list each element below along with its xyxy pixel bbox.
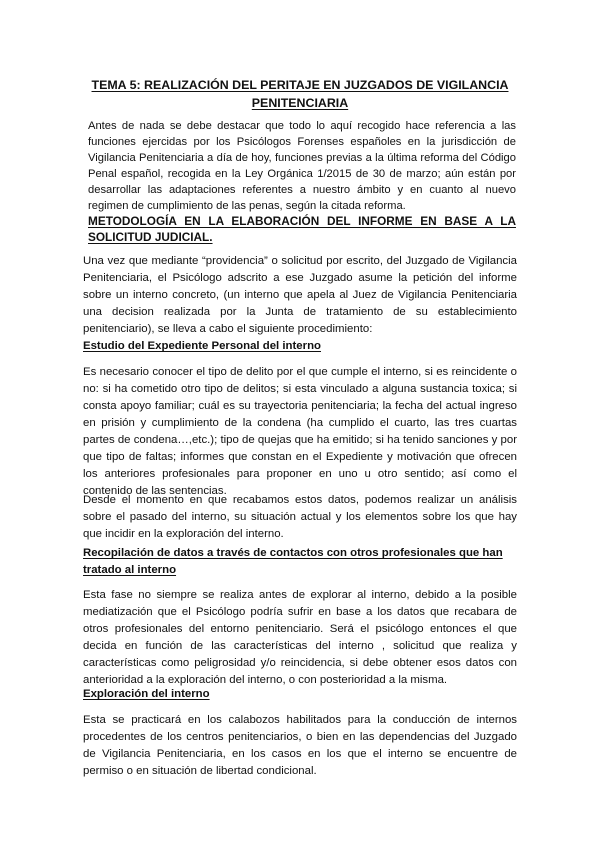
section-heading-expediente: Estudio del Expediente Personal del interno	[83, 340, 321, 352]
expediente-paragraph-2: Desde el momento en que recabamos estos datos, podemos realizar un análisis sobre el pasado del interno, su situación actual y los elementos sobre los que hay que incidir en la exploración del interno.	[83, 494, 517, 540]
expediente-paragraph-1: Es necesario conocer el tipo de delito por el que cumple el interno, si es reincidente o no: si ha cometido otro tipo de delitos; si esta vinculado a alguna sustancia toxica; si consta apoyo familiar; cuál es su trayectoria penitenciaria; la fecha del actual ingreso en prisión y cumplimiento de la condena (ha cumplido el cuarto, las tres cuartas partes de condena…,etc.); tipo de quejas que ha emitido; si ha tenido sanciones y por que tipo de faltas; informes que constan en el Expediente y motivación que ofrecen los anteriores profesionales para proponer en uno u otro sentido; así como el contenido de las sentencias.	[83, 366, 517, 497]
section-heading-recopilacion: Recopilación de datos a través de contactos con otros profesionales que han tratado al interno	[83, 547, 503, 576]
section-heading-exploracion: Exploración del interno	[83, 688, 210, 700]
page-title: TEMA 5: REALIZACIÓN DEL PERITAJE EN JUZGADOS DE VIGILANCIA PENITENCIARIA	[91, 78, 509, 110]
exploracion-paragraph: Esta se practicará en los calabozos habilitados para la conducción de internos procedentes de los centros penitenciarios, o bien en las dependencias del Juzgado de Vigilancia Penitenciaria, en los casos en los que el interno se encuentre de permiso o en situación de libertad condicional.	[83, 714, 517, 777]
methodology-paragraph: Una vez que mediante “providencia” o solicitud por escrito, del Juzgado de Vigilancia Penitenciaria, el Psicólogo adscrito a ese Juzgado asume la petición del informe sobre un interno concreto, (un interno que apela al Juez de Vigilancia Penitenciaria una decision realizada por la Junta de tratamiento de su establecimiento penitenciario), se lleva a cabo el siguiente procedimiento:	[83, 255, 517, 335]
intro-paragraph: Antes de nada se debe destacar que todo lo aquí recogido hace referencia a las funciones ejercidas por los Psicólogos Forenses españoles en la jurisdicción de Vigilancia Penitenciaria a día de hoy, funciones previas a la última reforma del Código Penal español, recogida en la Ley Orgánica 1/2015 de 30 de marzo; aún están por desarrollar las adaptaciones referentes a nuestro ámbito y en cuanto al nuevo regimen de cumplimiento de las penas, según la citada reforma.	[88, 120, 516, 212]
recopilacion-paragraph: Esta fase no siempre se realiza antes de explorar al interno, debido a la posible mediatización que el Psicólogo podría sufrir en base a los datos que recabara de otros profesionales del entorno penitenciario. Será el psicólogo entonces el que decida en función de las características del interno , solicitud que realiza y características como peligrosidad y/o reincidencia, si debe obtener esos datos con anterioridad a la exploración del interno, o con posterioridad a la misma.	[83, 589, 517, 686]
methodology-heading: METODOLOGÍA EN LA ELABORACIÓN DEL INFORME EN BASE A LA SOLICITUD JUDICIAL.	[88, 214, 516, 244]
